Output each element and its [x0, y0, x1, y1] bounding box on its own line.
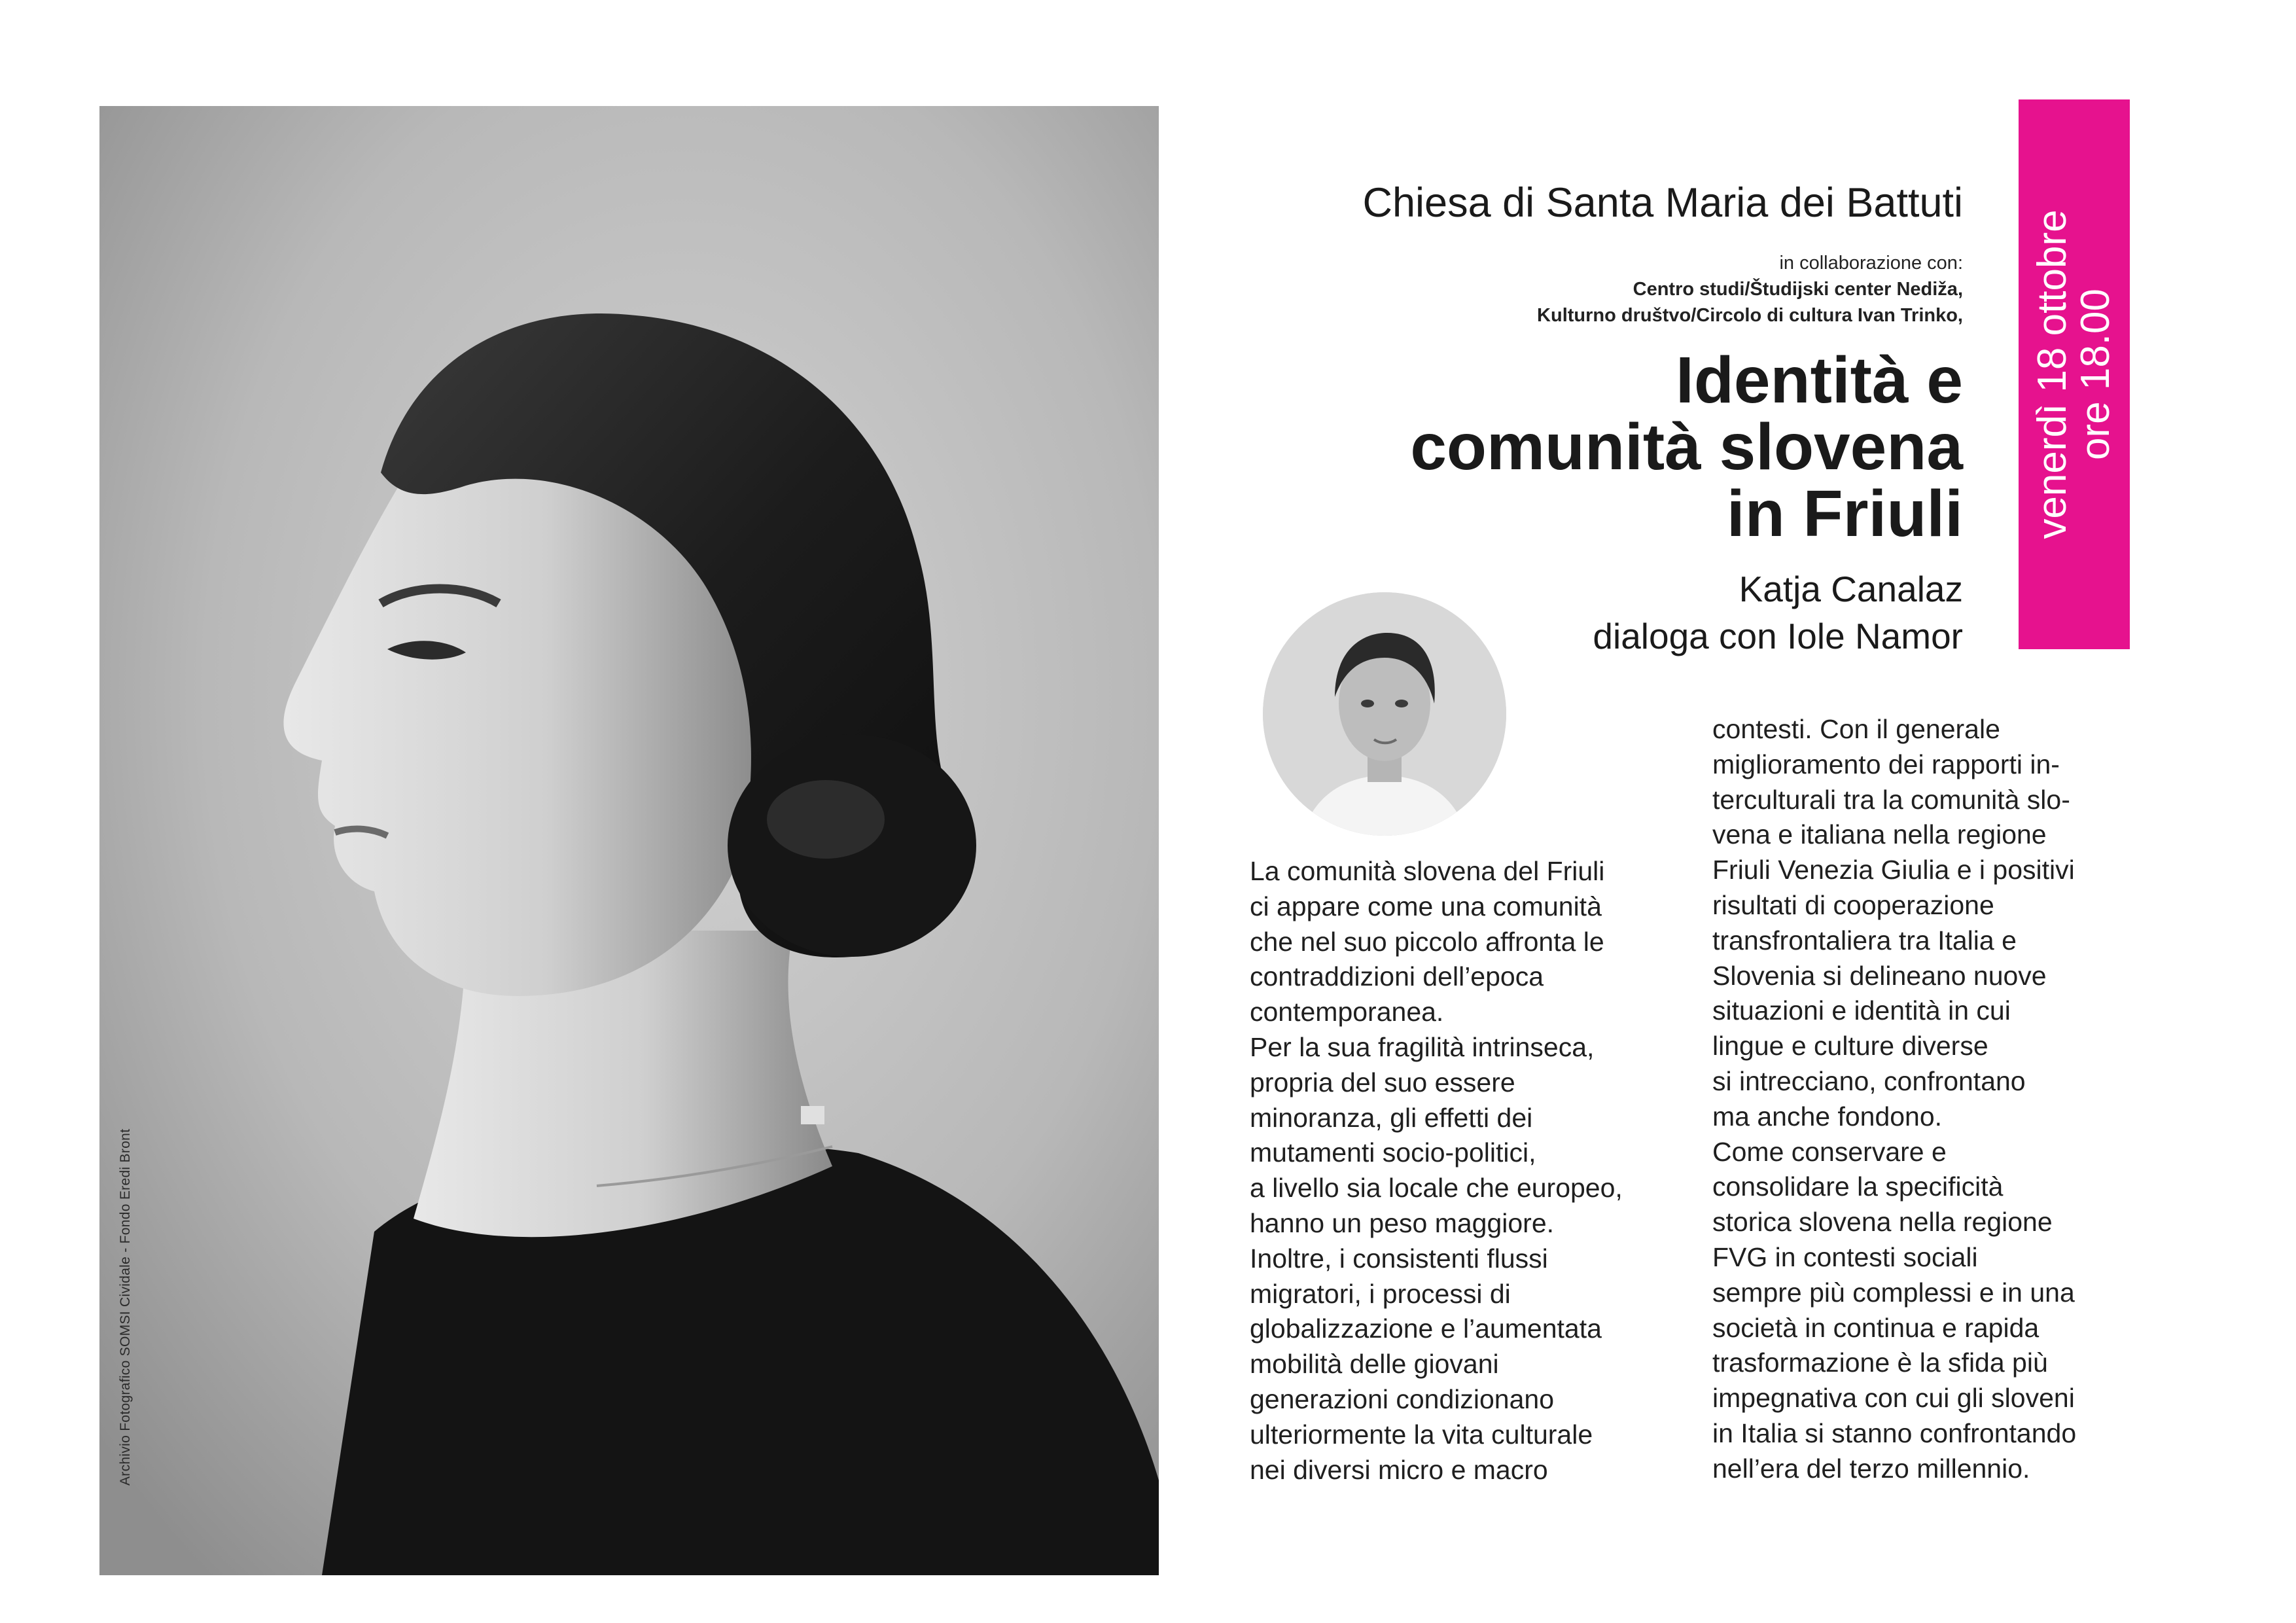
photo-credit: Archivio Fotografico SOMSI Cividale - Fondo Eredi Bront	[118, 1128, 133, 1486]
body-text-line: ulteriormente la vita culturale	[1250, 1419, 1593, 1450]
collaboration-intro: in collaborazione con:	[1779, 253, 1963, 274]
body-text-line: si intrecciano, confrontano	[1712, 1065, 2026, 1096]
body-text-line: lingue e culture diverse	[1712, 1031, 1988, 1061]
event-title	[1178, 344, 1963, 550]
body-text-line: Friuli Venezia Giulia e i positivi	[1712, 855, 2075, 885]
venue-name: Chiesa di Santa Maria dei Battuti	[1362, 180, 1963, 226]
body-text-line: La comunità slovena del Friuli	[1250, 856, 1605, 886]
body-text-line: risultati di cooperazione	[1712, 889, 1994, 920]
body-text-line: mobilità delle giovani	[1250, 1349, 1499, 1380]
body-text-line: ci appare come una comunità	[1250, 891, 1602, 921]
title-line-1: Identità e	[1676, 344, 1963, 417]
body-column-1	[1250, 854, 1623, 1488]
speaker-2: dialoga con Iole Namor	[1593, 616, 1963, 656]
collaborator-1: Centro studi/Študijski center Nediža,	[1633, 279, 1963, 300]
body-text-line: a livello sia locale che europeo,	[1250, 1173, 1623, 1204]
body-text-line: che nel suo piccolo affronta le	[1250, 926, 1604, 957]
speaker-portrait	[1263, 592, 1506, 836]
speaker-portrait-illustration	[1263, 592, 1506, 836]
body-text-line: impegnativa con cui gli sloveni	[1712, 1383, 2075, 1414]
event-date	[2019, 99, 2130, 649]
body-text-line: minoranza, gli effetti dei	[1250, 1102, 1533, 1133]
body-text-line: mutamenti socio-politici,	[1250, 1137, 1536, 1168]
body-text-line: storica slovena nella regione	[1712, 1207, 2053, 1238]
body-text-line: ma anche fondono.	[1712, 1101, 1943, 1132]
body-text-line: transfrontaliera tra Italia e	[1712, 925, 2017, 955]
body-text-line: sempre più complessi e in una	[1712, 1277, 2075, 1308]
body-text-line: società in continua e rapida	[1712, 1312, 2040, 1343]
body-text-line: propria del suo essere	[1250, 1067, 1515, 1097]
title-line-2: comunità slovena	[1410, 410, 1963, 484]
title-line-3: in Friuli	[1726, 477, 1963, 550]
woman-profile-illustration	[99, 106, 1159, 1575]
event-date-day: venerdì 18 ottobre	[2030, 209, 2075, 539]
body-text-line: situazioni e identità in cui	[1712, 995, 2011, 1026]
body-text-line: contraddizioni dell’epoca	[1250, 961, 1544, 992]
collaboration-block	[1178, 250, 1963, 329]
speaker-1: Katja Canalaz	[1739, 569, 1963, 609]
body-text-line: in Italia si stanno confrontando	[1712, 1418, 2077, 1448]
body-text-line: Slovenia si delineano nuove	[1712, 960, 2047, 991]
body-text-line: migratori, i processi di	[1250, 1278, 1511, 1309]
body-text-line: nei diversi micro e macro	[1250, 1454, 1548, 1485]
body-text-line: Inoltre, i consistenti flussi	[1250, 1243, 1548, 1274]
body-text-line: contemporanea.	[1250, 997, 1444, 1027]
event-header	[1178, 177, 1963, 660]
body-text-line: Per la sua fragilità intrinseca,	[1250, 1031, 1595, 1062]
event-date-time: ore 18.00	[2073, 289, 2118, 460]
date-band	[2019, 99, 2130, 649]
body-text-line: terculturali tra la comunità slo-	[1712, 784, 2070, 815]
body-text-line: vena e italiana nella regione	[1712, 819, 2047, 850]
body-text-line: generazioni condizionano	[1250, 1383, 1555, 1414]
body-text-line: contesti. Con il generale	[1712, 714, 2000, 744]
body-text-line: nell’era del terzo millennio.	[1712, 1453, 2030, 1484]
historic-portrait-photo	[99, 106, 1159, 1575]
body-column-2	[1712, 712, 2076, 1487]
body-text-line: FVG in contesti sociali	[1712, 1241, 1978, 1272]
body-text-line: globalizzazione e l’aumentata	[1250, 1313, 1602, 1344]
body-text-line: trasformazione è la sfida più	[1712, 1347, 2048, 1378]
collaborator-2: Kulturno društvo/Circolo di cultura Ivan Trinko,	[1537, 305, 1963, 326]
body-text-line: hanno un peso maggiore.	[1250, 1207, 1555, 1238]
body-text-line: miglioramento dei rapporti in-	[1712, 749, 2060, 779]
body-text-line: consolidare la specificità	[1712, 1171, 2004, 1202]
body-text-line: Come conservare e	[1712, 1136, 1947, 1167]
